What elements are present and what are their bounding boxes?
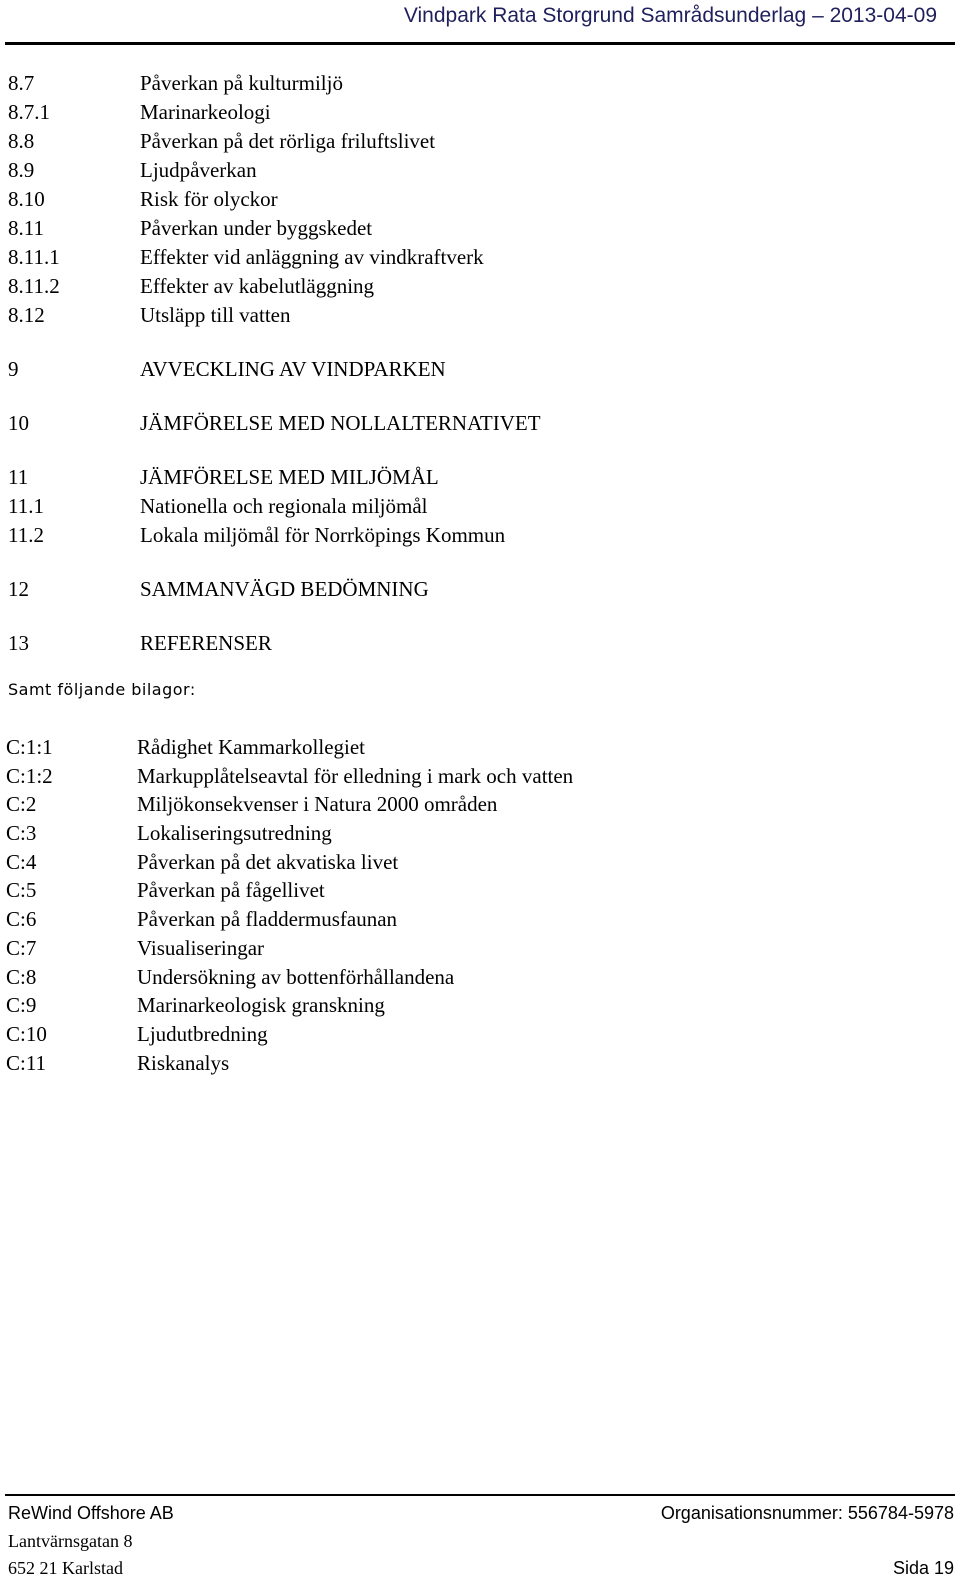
attachment-title: Rådighet Kammarkollegiet <box>137 735 366 759</box>
attachment-title: Påverkan på det akvatiska livet <box>137 849 399 874</box>
toc-entry <box>8 463 948 492</box>
toc-number: 13 <box>8 631 29 655</box>
toc-number: 8.10 <box>8 187 45 211</box>
toc-number: 11.1 <box>8 494 44 518</box>
attachment-code: C:1:1 <box>6 735 53 759</box>
toc-entry <box>8 69 948 98</box>
toc-entry <box>8 575 948 604</box>
toc-number: 8.11.1 <box>8 245 60 269</box>
document-footer <box>8 1498 954 1582</box>
footer-company: ReWind Offshore AB <box>8 1503 174 1523</box>
attachment-item <box>6 934 946 963</box>
toc-title: Effekter av kabelutläggning <box>140 274 375 298</box>
attachment-item <box>6 1020 946 1049</box>
attachment-item <box>6 905 946 934</box>
toc-title: Marinarkeologi <box>140 100 271 124</box>
toc-title: REFERENSER <box>140 631 272 655</box>
header-divider <box>5 42 955 45</box>
attachment-item <box>6 963 946 992</box>
attachment-code: C:2 <box>6 792 37 817</box>
attachment-item <box>6 790 946 819</box>
attachment-code: C:11 <box>6 1050 47 1075</box>
toc-number: 9 <box>8 357 19 381</box>
toc-entry <box>8 156 948 185</box>
attachment-item <box>6 876 946 905</box>
table-of-contents <box>8 69 948 658</box>
toc-number: 8.11.2 <box>8 274 60 298</box>
toc-title: Lokala miljömål för Norrköpings Kommun <box>140 523 506 547</box>
attachment-code: C:5 <box>6 878 37 903</box>
page-number: Sida 19 <box>892 1558 954 1578</box>
toc-entry <box>8 98 948 127</box>
toc-title: Nationella och regionala miljömål <box>140 494 428 518</box>
toc-title: Effekter vid anläggning av vindkraftverk <box>140 245 484 269</box>
attachment-title: Påverkan på fladdermusfaunan <box>137 907 398 932</box>
toc-entry <box>8 301 948 330</box>
attachment-code: C:4 <box>6 849 37 874</box>
attachment-title: Marinarkeologisk granskning <box>137 993 385 1018</box>
toc-title: JÄMFÖRELSE MED MILJÖMÅL <box>140 465 439 489</box>
toc-entry <box>8 521 948 550</box>
toc-title: Påverkan under byggskedet <box>140 216 373 240</box>
toc-number: 12 <box>8 577 29 601</box>
toc-title: Påverkan på kulturmiljö <box>140 71 343 95</box>
toc-entry <box>8 272 948 301</box>
toc-title: AVVECKLING AV VINDPARKEN <box>140 357 446 381</box>
attachment-item <box>6 991 946 1020</box>
toc-number: 8.7.1 <box>8 100 50 124</box>
attachments-list <box>6 733 946 1077</box>
attachment-item <box>6 1049 946 1078</box>
attachment-title: Påverkan på fågellivet <box>137 878 325 903</box>
attachment-code: C:8 <box>6 964 37 989</box>
attachment-item <box>6 848 946 877</box>
attachment-title: Visualiseringar <box>137 935 265 960</box>
attachment-title: Miljökonsekvenser i Natura 2000 områden <box>137 792 498 817</box>
attachment-code: C:7 <box>6 935 37 960</box>
attachment-title: Markupplåtelseavtal för elledning i mark och vatten <box>137 763 574 788</box>
attachment-title: Undersökning av bottenförhållandena <box>137 964 455 989</box>
attachment-title: Ljudutbredning <box>137 1021 268 1046</box>
toc-entry <box>8 492 948 521</box>
toc-entry <box>8 243 948 272</box>
attachment-item <box>6 733 946 762</box>
attachment-title: Lokaliseringsutredning <box>137 821 332 846</box>
toc-entry <box>8 214 948 243</box>
toc-title: Risk för olyckor <box>140 187 278 211</box>
toc-title: SAMMANVÄGD BEDÖMNING <box>140 577 429 601</box>
toc-entry <box>8 127 948 156</box>
toc-entry <box>8 629 948 658</box>
toc-number: 8.8 <box>8 129 35 153</box>
attachment-item <box>6 819 946 848</box>
header-title: Vindpark Rata Storgrund Samrådsunderlag – 2013-04-09 <box>403 4 937 27</box>
attachment-code: C:1:2 <box>6 763 53 788</box>
toc-title: Utsläpp till vatten <box>140 303 291 327</box>
toc-entry <box>8 409 948 438</box>
attachment-code: C:10 <box>6 1021 47 1046</box>
toc-number: 11 <box>8 465 29 489</box>
footer-divider <box>5 1494 955 1496</box>
attachments-heading: Samt följande bilagor: <box>8 680 196 699</box>
footer-org-number: Organisationsnummer: 556784-5978 <box>660 1503 954 1523</box>
footer-postal: 652 21 Karlstad <box>8 1558 123 1578</box>
attachment-code: C:3 <box>6 821 37 846</box>
attachment-code: C:9 <box>6 993 37 1018</box>
toc-title: Ljudpåverkan <box>140 158 257 182</box>
toc-number: 8.12 <box>8 303 45 327</box>
footer-line-company <box>8 1498 954 1528</box>
toc-number: 10 <box>8 411 29 435</box>
attachment-code: C:6 <box>6 907 37 932</box>
toc-entry <box>8 185 948 214</box>
toc-title: Påverkan på det rörliga friluftslivet <box>140 129 436 153</box>
footer-address: Lantvärnsgatan 8 <box>8 1531 133 1551</box>
attachment-item <box>6 762 946 791</box>
toc-number: 8.7 <box>8 71 35 95</box>
attachment-title: Riskanalys <box>137 1050 230 1075</box>
toc-number: 8.11 <box>8 216 44 240</box>
document-header <box>404 4 937 28</box>
toc-title: JÄMFÖRELSE MED NOLLALTERNATIVET <box>140 411 541 435</box>
toc-number: 8.9 <box>8 158 35 182</box>
toc-entry <box>8 355 948 384</box>
toc-number: 11.2 <box>8 523 44 547</box>
footer-line-address <box>8 1528 954 1555</box>
footer-line-postal <box>8 1555 954 1582</box>
